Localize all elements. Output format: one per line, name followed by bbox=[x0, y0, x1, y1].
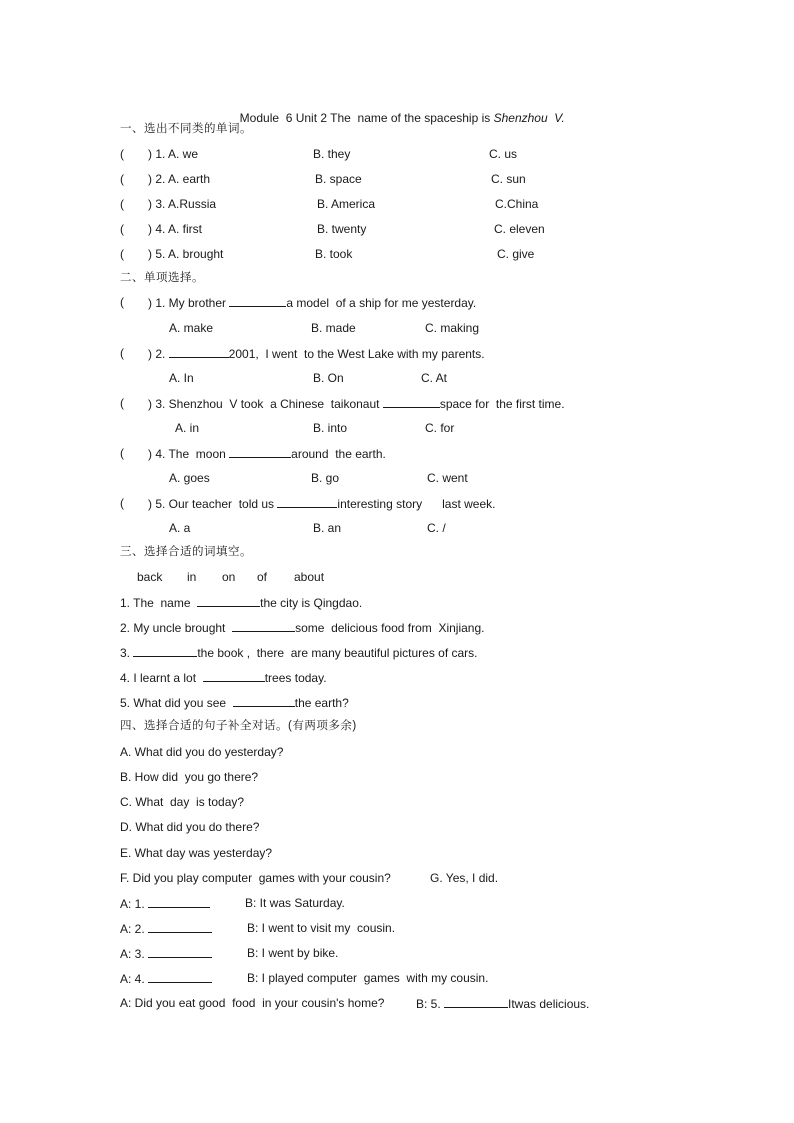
sentence-option: A. What did you do yesterday? bbox=[120, 745, 284, 759]
answer-bracket[interactable]: ( bbox=[120, 172, 124, 186]
answer-blank[interactable] bbox=[148, 946, 212, 958]
answer-blank[interactable] bbox=[444, 996, 508, 1008]
choice-a: A. a bbox=[169, 521, 191, 535]
word-bank-item: of bbox=[257, 570, 268, 584]
answer-blank[interactable] bbox=[148, 896, 210, 908]
answer-bracket[interactable]: ( bbox=[120, 496, 124, 510]
fill-pre: 3. bbox=[120, 646, 134, 660]
item-option-b: B. twenty bbox=[317, 222, 367, 236]
choice-a: A. make bbox=[169, 321, 214, 335]
sentence-option: D. What did you do there? bbox=[120, 820, 260, 834]
choice-c: C. making bbox=[425, 321, 480, 335]
question-text bbox=[148, 346, 485, 361]
sentence-option: B. How did you go there? bbox=[120, 770, 259, 784]
choice-a: A. In bbox=[169, 371, 194, 385]
fill-pre: 4. I learnt a lot bbox=[120, 671, 203, 685]
fill-item bbox=[120, 670, 327, 685]
word-bank-item: on bbox=[222, 570, 236, 584]
item-option-b: B. space bbox=[315, 172, 362, 186]
section1-heading: 一、选出不同类的单词。 bbox=[120, 123, 252, 135]
choice-a: A. in bbox=[175, 421, 200, 435]
word-bank-item: about bbox=[294, 570, 325, 584]
item-option-c: C. give bbox=[497, 247, 535, 261]
section2-heading: 二、单项选择。 bbox=[120, 272, 204, 284]
sentence-option: E. What day was yesterday? bbox=[120, 846, 273, 860]
answer-blank[interactable] bbox=[233, 695, 295, 707]
answer-blank[interactable] bbox=[148, 921, 212, 933]
answer-blank[interactable] bbox=[133, 645, 197, 657]
fill-pre: 2. My uncle brought bbox=[120, 621, 233, 635]
answer-blank[interactable] bbox=[229, 295, 286, 307]
question-post: interesting story last week. bbox=[337, 497, 496, 511]
answer-bracket[interactable]: ( bbox=[120, 247, 124, 261]
section3-heading: 三、选择合适的词填空。 bbox=[120, 546, 252, 558]
answer-bracket[interactable]: ( bbox=[120, 197, 124, 211]
choice-b: B. made bbox=[311, 321, 356, 335]
question-post: 2001, I went to the West Lake with my parents. bbox=[228, 347, 485, 361]
dialog-a: A: 2. bbox=[120, 922, 149, 936]
item-option-a: ) 4. A. first bbox=[148, 222, 203, 236]
item-option-a: ) 1. A. we bbox=[148, 147, 199, 161]
item-option-c: C.China bbox=[495, 197, 539, 211]
answer-blank[interactable] bbox=[229, 446, 291, 458]
question-post: around the earth. bbox=[291, 447, 386, 461]
dialog-b-pre: B: 5. bbox=[416, 997, 445, 1011]
fill-post: the earth? bbox=[294, 696, 349, 710]
dialog-b: B: It was Saturday. bbox=[245, 896, 345, 910]
answer-bracket[interactable]: ( bbox=[120, 147, 124, 161]
title-italic: Shenzhou V. bbox=[493, 111, 565, 125]
dialog-a: A: 3. bbox=[120, 947, 149, 961]
choice-c: C. At bbox=[421, 371, 448, 385]
question-pre: ) 1. My brother bbox=[148, 296, 230, 310]
answer-blank[interactable] bbox=[197, 595, 260, 607]
question-post: a model of a ship for me yesterday. bbox=[286, 296, 477, 310]
item-option-a: ) 3. A.Russia bbox=[148, 197, 217, 211]
page-title bbox=[233, 97, 565, 125]
answer-blank[interactable] bbox=[169, 346, 229, 358]
answer-bracket[interactable]: ( bbox=[120, 396, 124, 410]
item-option-c: C. eleven bbox=[494, 222, 545, 236]
fill-item bbox=[120, 695, 349, 710]
choice-a: A. goes bbox=[169, 471, 210, 485]
fill-pre: 1. The name bbox=[120, 596, 198, 610]
fill-item bbox=[120, 620, 485, 635]
fill-post: some delicious food from Xinjiang. bbox=[295, 621, 485, 635]
fill-item bbox=[120, 645, 478, 660]
answer-bracket[interactable]: ( bbox=[120, 295, 124, 309]
sentence-option: G. Yes, I did. bbox=[430, 871, 499, 885]
item-option-b: B. took bbox=[315, 247, 353, 261]
dialog-b-post: Itwas delicious. bbox=[508, 997, 590, 1011]
question-post: space for the first time. bbox=[439, 397, 565, 411]
word-bank-item: back bbox=[137, 570, 163, 584]
answer-blank[interactable] bbox=[232, 620, 295, 632]
fill-post: the city is Qingdao. bbox=[260, 596, 363, 610]
answer-blank[interactable] bbox=[148, 971, 212, 983]
dialog-b: B: I played computer games with my cousin. bbox=[247, 971, 489, 985]
answer-blank[interactable] bbox=[277, 496, 337, 508]
section4-heading: 四、选择合适的句子补全对话。(有两项多余) bbox=[120, 720, 357, 732]
item-option-b: B. they bbox=[313, 147, 351, 161]
choice-b: B. On bbox=[313, 371, 344, 385]
answer-blank[interactable] bbox=[203, 670, 265, 682]
fill-post: trees today. bbox=[264, 671, 327, 685]
item-option-a: ) 2. A. earth bbox=[148, 172, 211, 186]
answer-bracket[interactable]: ( bbox=[120, 446, 124, 460]
choice-c: C. for bbox=[425, 421, 455, 435]
dialog-b: B: I went by bike. bbox=[247, 946, 339, 960]
answer-bracket[interactable]: ( bbox=[120, 346, 124, 360]
fill-post: the book , there are many beautiful pictures of cars. bbox=[197, 646, 478, 660]
dialog-a: A: 1. bbox=[120, 897, 149, 911]
sentence-option: C. What day is today? bbox=[120, 795, 245, 809]
item-option-b: B. America bbox=[317, 197, 376, 211]
question-pre: ) 3. Shenzhou V took a Chinese taikonaut bbox=[148, 397, 383, 411]
question-text bbox=[148, 496, 495, 511]
choice-b: B. go bbox=[311, 471, 340, 485]
title-text: Module 6 Unit 2 The name of the spaceship is bbox=[239, 111, 494, 125]
item-option-c: C. sun bbox=[491, 172, 526, 186]
question-pre: ) 4. The moon bbox=[148, 447, 230, 461]
fill-pre: 5. What did you see bbox=[120, 696, 233, 710]
question-pre: ) 2. bbox=[148, 347, 169, 361]
sentence-option: F. Did you play computer games with your cousin? bbox=[120, 871, 391, 885]
item-option-a: ) 5. A. brought bbox=[148, 247, 224, 261]
choice-c: C. / bbox=[427, 521, 446, 535]
answer-bracket[interactable]: ( bbox=[120, 222, 124, 236]
dialog-b: B: I went to visit my cousin. bbox=[247, 921, 396, 935]
dialog-a: A: Did you eat good food in your cousin's home? bbox=[120, 996, 385, 1010]
question-pre: ) 5. Our teacher told us bbox=[148, 497, 278, 511]
answer-blank[interactable] bbox=[383, 396, 440, 408]
dialog-a: A: 4. bbox=[120, 972, 149, 986]
choice-b: B. into bbox=[313, 421, 348, 435]
choice-c: C. went bbox=[427, 471, 468, 485]
choice-b: B. an bbox=[313, 521, 342, 535]
question-text bbox=[148, 446, 386, 461]
question-text bbox=[148, 295, 476, 310]
word-bank-item: in bbox=[187, 570, 197, 584]
question-text bbox=[148, 396, 565, 411]
fill-item bbox=[120, 595, 362, 610]
item-option-c: C. us bbox=[489, 147, 518, 161]
